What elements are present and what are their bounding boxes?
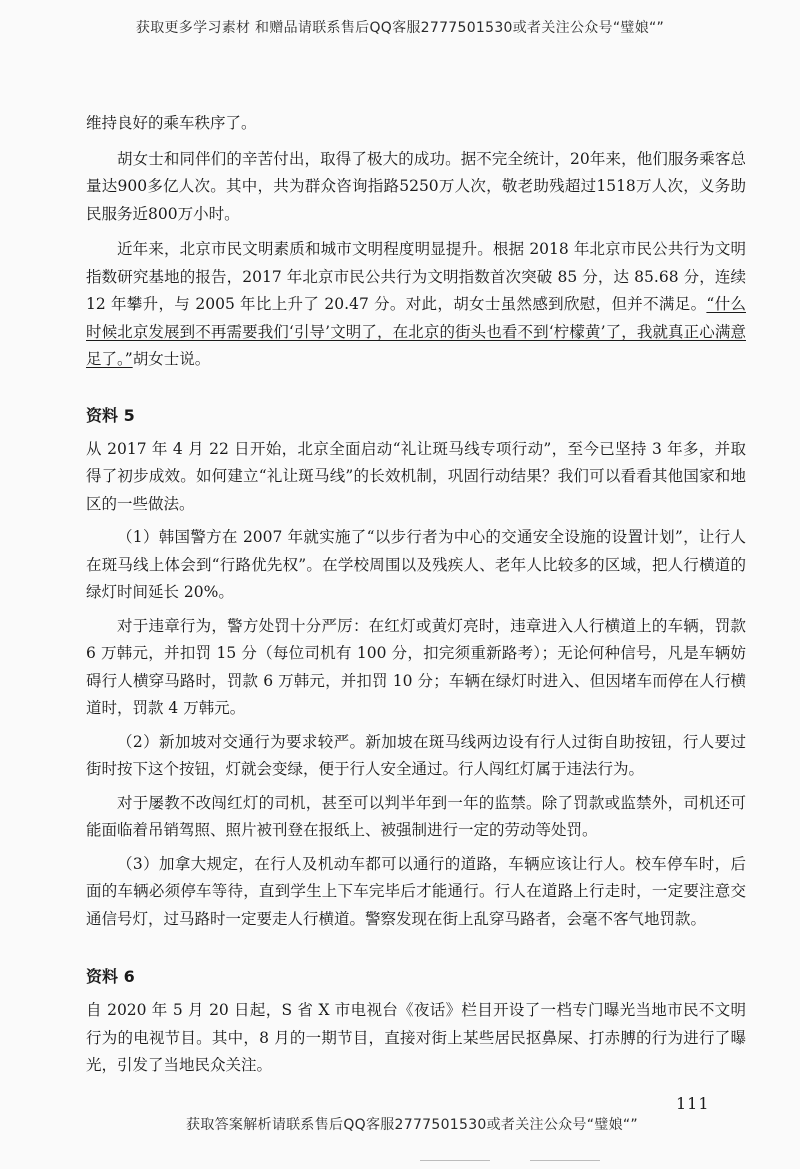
section-5-korea: （1）韩国警方在 2007 年就实施了“以步行者为中心的交通安全设施的设置计划”，让行人在斑马线上体会到“行路优先权”。在学校周围以及残疾人、老年人比较多的区域，把人行横道的绿灯时间延长 20%。 [86,528,746,601]
section-6-intro: 自 2020 年 5 月 20 日起，S 省 X 市电视台《夜话》栏目开设了一档专门曝光当地市民不文明行为的电视节目。其中，8 月的一期节目，直接对街上某些居民抠鼻屎、打赤膊的行为进行了曝光，引发了当地民众关注。 [86,1001,746,1074]
section-6-heading: 资料 6 [86,967,135,986]
paragraph-service-stats: 胡女士和同伴们的辛苦付出，取得了极大的成功。据不完全统计，20年来，他们服务乘客总量达900多亿人次。其中，共为群众咨询指路5250万人次，敬老助残超过1518万人次，义务助民服务近800万小时。 [86,149,746,223]
page-number: 111 [676,1094,710,1113]
section-5-intro: 从 2017 年 4 月 22 日开始，北京全面启动“礼让斑马线专项行动”，至今已坚持 3 年多，并取得了初步成效。如何建立“礼让斑马线”的长效机制，巩固行动结果？我们可以看看其他国家和地区的一些做法。 [86,439,746,513]
underlined-quote: “什么时候北京发展到不再需要我们‘引导’文明了，在北京的街头也看不到‘柠檬黄’了，我就真正心满意足了。” [86,295,746,368]
footer-banner: 获取答案解析请联系售后QQ客服2777501530或者关注公众号“璧娘“” [186,1117,638,1133]
scan-artifact-line [420,1160,490,1161]
section-5-singapore-penalties: 对于屡教不改闯红灯的司机，甚至可以判半年到一年的监禁。除了罚款或监禁外，司机还可能面临着吊销驾照、照片被刊登在报纸上、被强制进行一定的劳动等处罚。 [86,793,746,839]
paragraph-civility-index [86,236,746,374]
quote-attribution: 胡女士说。 [132,350,211,368]
document-body [86,110,746,1080]
section-5-heading: 资料 5 [86,405,135,425]
section-5-canada: （3）加拿大规定，在行人及机动车都可以通行的道路，车辆应该让行人。校车停车时，后面的车辆必须停车等待，直到学生上下车完毕后才能通行。行人在道路上行走时，一定要注意交通信号灯，过马路时一定要走人行横道。警察发现在街上乱穿马路者，会毫不客气地罚款。 [86,854,746,928]
civility-index-text: 近年来，北京市民文明素质和城市文明程度明显提升。根据 2018 年北京市民公共行为文明指数研究基地的报告，2017 年北京市民公共行为文明指数首次突破 85 分，达 85.68 分，连续 12 年攀升，与 2005 年比上升了 20.47 分。对此，胡女士虽然感到欣慰，但并不满足。 [86,240,746,313]
section-5-singapore: （2）新加坡对交通行为要求较严。新加坡在斑马线两边设有行人过街自助按钮，行人要过街时按下这个按钮，灯就会变绿，便于行人安全通过。行人闯红灯属于违法行为。 [86,732,746,778]
scan-artifact-line [530,1160,600,1161]
paragraph-continuation: 维持良好的乘车秩序了。 [86,114,257,132]
section-5-korea-penalties: 对于违章行为，警方处罚十分严厉：在红灯或黄灯亮时，违章进入人行横道上的车辆，罚款 6 万韩元，并扣罚 15 分（每位司机有 100 分，扣完须重新路考）；无论何种信号，凡是车辆妨碍行人横穿马路时，罚款 6 万韩元，并扣罚 10 分；车辆在绿灯时进入、但因堵车而停在人行横道时，罚款 4 万韩元。 [86,616,746,717]
header-banner: 获取更多学习素材 和赠品请联系售后QQ客服2777501530或者关注公众号“璧娘“” [135,20,665,36]
